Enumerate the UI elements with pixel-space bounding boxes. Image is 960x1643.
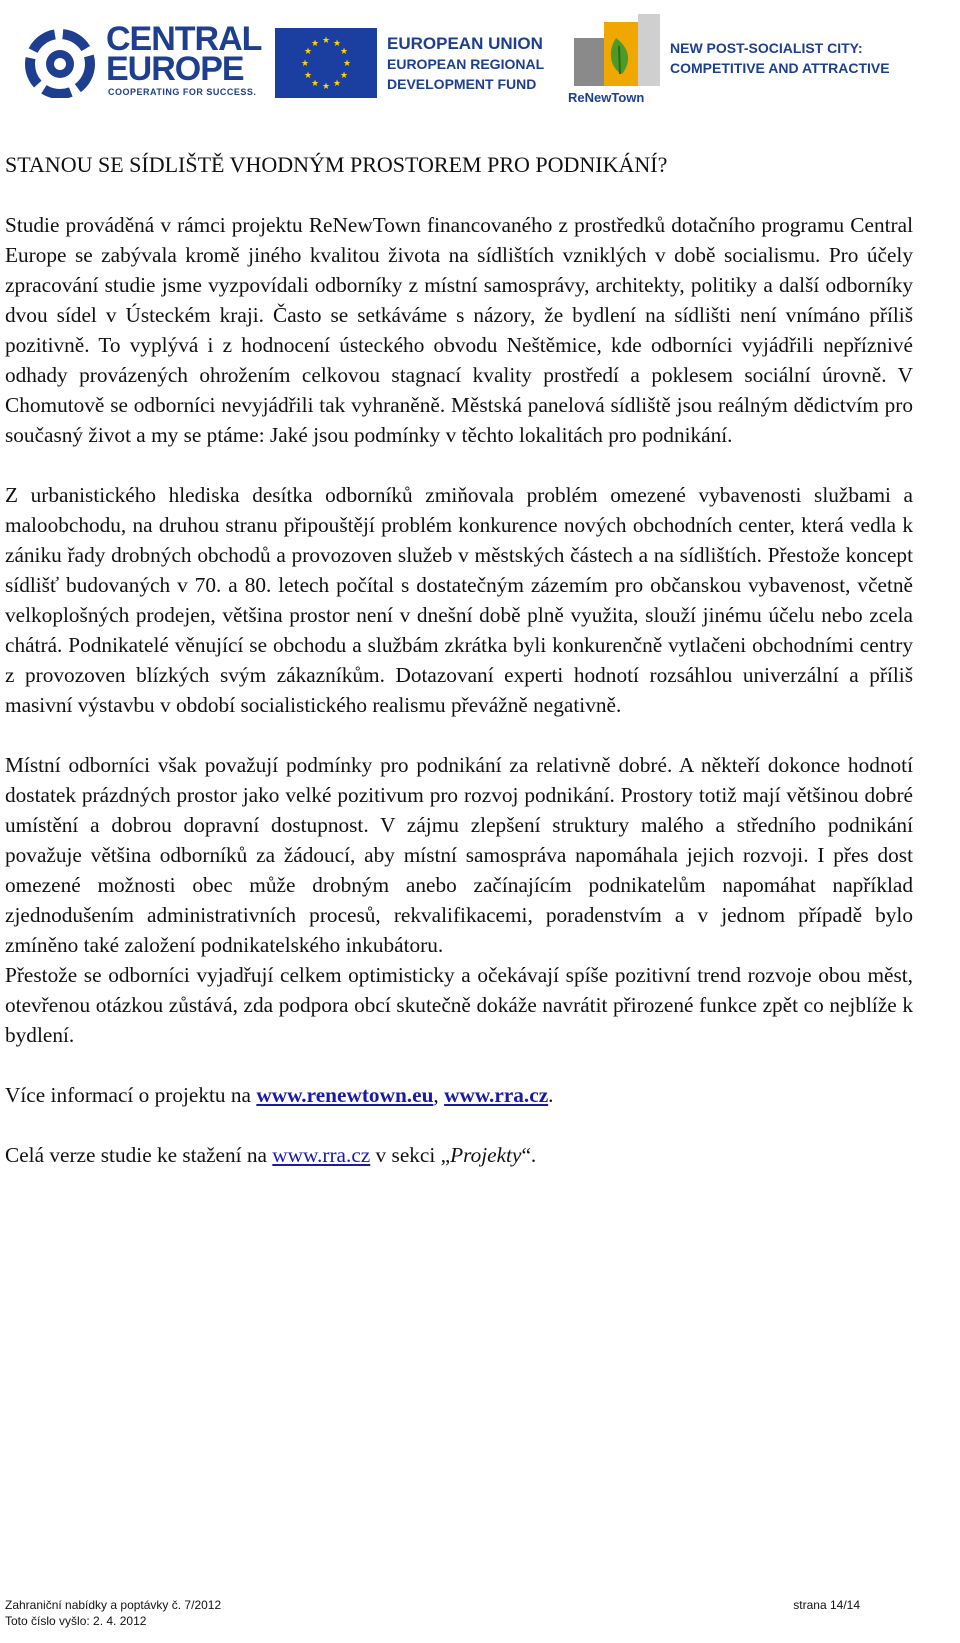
footer-page-number: strana 14/14 [793, 1598, 860, 1612]
central-europe-title: CENTRAL EUROPE [106, 20, 262, 88]
paragraph-local-experts: Místní odborníci však považují podmínky pro podnikání za relativně dobré. A někteří dokonce hodnotí dostatek prázdných prostor jako velké pozitivum pro rozvoj podnikání. Prostory totiž mají většinou dobré umístění a dobrou dopravní dostupnost. V zájmu zlepšení struktury malého a středního podnikání považuje většina odborníků za žádoucí, aby místní samospráva napomáhala jejich rozvoji. I přes dost omezené možnosti obec může drobným anebo začínajícím podnikatelům napomáhat například zjednodušením administrativních procesů, rekvalifikacemi, poradenstvím a v jednom případě bylo zmíněno také založení podnikatelského inkubátoru. [5, 753, 913, 957]
svg-text:★: ★ [303, 71, 313, 81]
svg-text:★: ★ [321, 36, 331, 46]
more-info-text: Více informací o projektu na [5, 1083, 257, 1107]
paragraph-conclusion: Přestože se odborníci vyjadřují celkem optimisticky a očekávají spíše pozitivní trend rozvoje obou měst, otevřenou otázkou zůstává, zda podpora obcí skutečně dokáže navrátit přirozené funkce zpět co nejblíže k bydlení. [5, 963, 913, 1047]
svg-text:★: ★ [332, 79, 342, 89]
svg-text:★: ★ [332, 39, 342, 49]
svg-text:★: ★ [339, 71, 349, 81]
full-study-line [5, 1140, 913, 1170]
svg-text:★: ★ [339, 47, 349, 57]
svg-text:★: ★ [303, 47, 313, 57]
article-title: STANOU SE SÍDLIŠTĚ VHODNÝM PROSTOREM PRO PODNIKÁNÍ? [5, 152, 668, 177]
paragraph-intro: Studie prováděná v rámci projektu ReNewTown financovaného z prostředků dotačního programu Central Europe se zabývala kromě jiného kvalitou života na sídlištích vzniklých v době socialismu. Pro účely zpracování studie jsme vyzpovídali odborníky z místní samosprávy, architekty, politiky a další odborníky dvou sídel v Ústeckém kraji. Často se setkáváme s názory, že bydlení na sídlišti není vnímáno příliš pozitivně. To vyplývá i z hodnocení ústeckého obvodu Neštěmice, kde odborníci vyjádřili nepříznivé odhady provázených ohrožením celkovou stagnací kvality prostředí a poklesem sociální úrovně. V Chomutově se odborníci nevyjádřili tak vyhraněně. Městská panelová sídliště jsou reálným dědictvím pro současný život a my se ptáme: Jaké jsou podmínky v těchto lokalitách pro podnikání. [5, 213, 913, 447]
footer-publication: Zahraniční nabídky a poptávky č. 7/2012 [5, 1598, 222, 1612]
svg-text:★: ★ [310, 39, 320, 49]
full-study-end: “. [521, 1143, 537, 1167]
footer-issue-date: Toto číslo vyšlo: 2. 4. 2012 [5, 1614, 147, 1628]
rra-download-link[interactable]: www.rra.cz [272, 1143, 371, 1167]
svg-text:★: ★ [321, 82, 331, 92]
eu-logo-text: EUROPEAN UNION EUROPEAN REGIONAL DEVELOPMENT FUND [387, 34, 545, 92]
central-europe-logo [18, 20, 268, 104]
svg-text:★: ★ [300, 59, 310, 69]
central-europe-tagline: COOPERATING FOR SUCCESS. [108, 87, 257, 97]
more-info-separator: , [433, 1083, 445, 1107]
article-body [5, 150, 913, 1200]
renewtown-name: ReNewTown [568, 90, 645, 105]
central-europe-emblem-icon [20, 28, 102, 98]
svg-text:★: ★ [310, 79, 320, 89]
header-logos [18, 8, 918, 108]
projects-section-name: Projekty [450, 1143, 522, 1167]
renewtown-link[interactable]: www.renewtown.eu [256, 1083, 434, 1107]
full-study-text: Celá verze studie ke stažení na [5, 1143, 273, 1167]
svg-text:★: ★ [342, 59, 352, 69]
eu-flag-icon [275, 28, 377, 98]
more-info-end: . [548, 1083, 554, 1107]
renewtown-logo [566, 8, 890, 108]
full-study-middle: v sekci „ [370, 1143, 451, 1167]
rra-link[interactable]: www.rra.cz [444, 1083, 549, 1107]
eu-logo [275, 28, 545, 108]
more-info-line [5, 1080, 913, 1110]
paragraph-urbanism: Z urbanistického hlediska desítka odborníků zmiňovala problém omezené vybavenosti službami a maloobchodu, na druhou stranu připouštějí problém konkurence nových obchodních center, která vedla k zániku řady drobných obchodů a provozoven služeb v městských částech a na sídlištích. Přestože koncept sídlišť budovaných v 70. a 80. letech počítal s dostatečným zázemím pro občanskou vybavenost, včetně velkoplošných prodejen, většina prostor není v dnešní době plně využita, slouží jinému účelu nebo zcela chátrá. Podnikatelé věnující se obchodu a službám zkrátka byli konkurenčně vytlačeni obchodními centry z provozoven blízkých svým zákazníkům. Dotazovaní experti hodnotí rozsáhlou univerzální a příliš masivní výstavbu v období socialistického realismu převážně negativně. [5, 483, 913, 717]
renewtown-slogan: NEW POST-SOCIALIST CITY: COMPETITIVE AND ATTRACTIVE [670, 40, 890, 76]
